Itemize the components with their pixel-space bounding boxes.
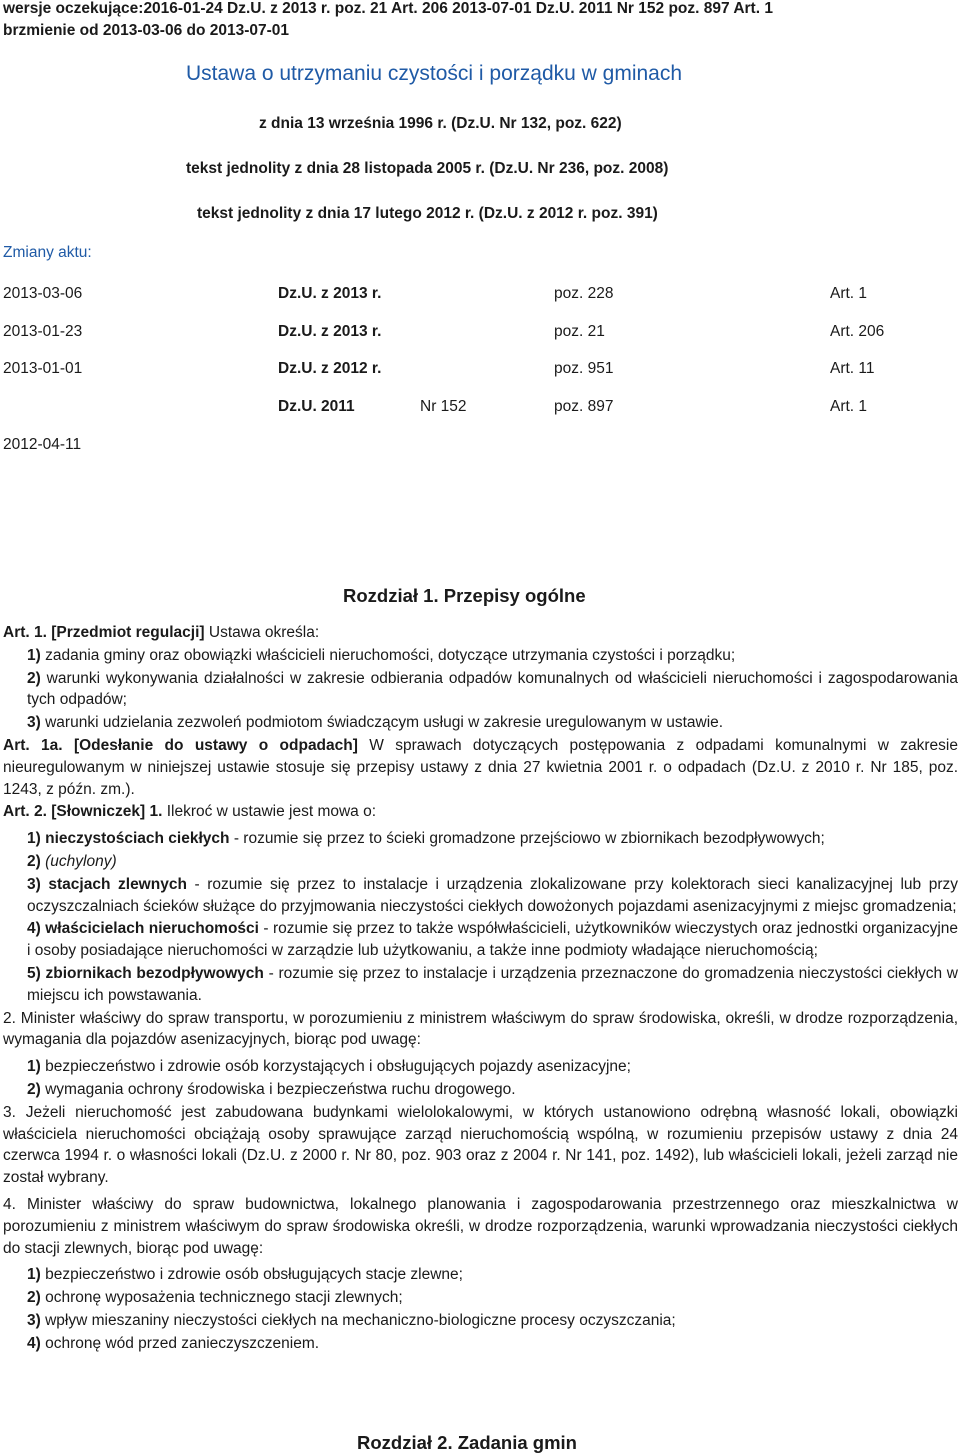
amendment-journal: Dz.U. z 2013 r. bbox=[278, 285, 382, 302]
amendment-row[interactable] bbox=[0, 398, 960, 420]
amendment-date: 2012-04-11 bbox=[3, 436, 82, 453]
amendment-article: Art. 1 bbox=[830, 398, 868, 415]
article-number: Art. 2. bbox=[3, 803, 47, 821]
article-heading: [Odesłanie do ustawy o odpadach] bbox=[73, 736, 358, 754]
amendment-position: poz. 21 bbox=[554, 323, 605, 340]
act-title: Ustawa o utrzymaniu czystości i porządku w gminach bbox=[186, 62, 683, 85]
amendment-article: Art. 11 bbox=[830, 360, 875, 377]
definition-item: 2) (uchylony) bbox=[27, 852, 117, 870]
consolidated-text-2005: tekst jednolity z dnia 28 listopada 2005 r. (Dz.U. Nr 236, poz. 2008) bbox=[186, 160, 669, 177]
article-number: Art. 1a. bbox=[3, 736, 63, 754]
pending-versions-line: wersje oczekujące:2016-01-24 Dz.U. z 2013 r. poz. 21 Art. 206 2013-07-01 Dz.U. 2011 Nr 152 poz. 897 Art. 1 bbox=[3, 0, 773, 17]
list-item: 2) warunki wykonywania działalności w zakresie odbierania odpadów komunalnych od właścicieli nieruchomości i zagospodarowania tych odpadów; bbox=[27, 669, 958, 709]
list-item: 4) ochronę wód przed zanieczyszczeniem. bbox=[27, 1334, 320, 1352]
list-item: 1) bezpieczeństwo i zdrowie osób obsługujących stacje zlewne; bbox=[27, 1266, 463, 1284]
amendment-row[interactable] bbox=[0, 360, 960, 382]
amendment-date: 2013-01-23 bbox=[3, 323, 83, 340]
article-text: W sprawach dotyczących postępowania z odpadami komunalnymi w zakresie nieuregulowanym w niniejszej ustawie stosuje się przepisy ustawy z dnia 27 kwietnia 2001 r. o odpadach (Dz.U. z 2010 r. Nr 185, poz. 1243, z późn. zm.). bbox=[3, 736, 958, 798]
amendment-date: 2013-01-01 bbox=[3, 360, 83, 377]
article-number: Art. 1. bbox=[3, 624, 47, 641]
article-heading: [Słowniczek] bbox=[51, 803, 146, 821]
list-item: 1) bezpieczeństwo i zdrowie osób korzystających i obsługujących pojazdy asenizacyjne; bbox=[27, 1058, 631, 1076]
article-1a bbox=[3, 735, 958, 800]
amendment-date: 2013-03-06 bbox=[3, 285, 83, 302]
article-heading: [Przedmiot regulacji] bbox=[51, 624, 205, 641]
amendment-position: poz. 951 bbox=[554, 360, 614, 377]
chapter-1-heading: Rozdział 1. Przepisy ogólne bbox=[343, 585, 586, 606]
amendment-journal: Dz.U. 2011 bbox=[278, 398, 355, 415]
amendment-position: poz. 228 bbox=[554, 285, 614, 302]
act-body bbox=[3, 622, 958, 1356]
list-item: 1) zadania gminy oraz obowiązki właścicieli nieruchomości, dotyczące utrzymania czystości i porządku; bbox=[27, 646, 736, 664]
definition-item: 5) zbiornikach bezodpływowych - rozumie się przez to instalacje i urządzenia przeznaczone do gromadzenia nieczystości ciekłych w miejscu ich powstawania. bbox=[27, 964, 958, 1004]
amendment-journal: Dz.U. z 2012 r. bbox=[278, 360, 382, 377]
chapter-2-heading: Rozdział 2. Zadania gmin bbox=[357, 1432, 577, 1453]
article-2 bbox=[3, 801, 958, 823]
amendments-label: Zmiany aktu: bbox=[3, 244, 92, 261]
definition-item: 1) nieczystościach ciekłych - rozumie się przez to ścieki gromadzone przejściowo w zbiornikach bezodpływowych; bbox=[27, 830, 825, 848]
amendment-nr: Nr 152 bbox=[420, 398, 467, 415]
amendment-article: Art. 1 bbox=[830, 285, 868, 302]
definition-item: 4) właścicielach nieruchomości - rozumie się przez to także współwłaścicieli, użytkowników wieczystych oraz jednostki organizacyjne i osoby posiadające nieruchomości w zarządzie lub użytkowaniu, a także inne podmioty władające nieruchomością; bbox=[27, 920, 959, 960]
amendment-row[interactable] bbox=[0, 285, 960, 307]
consolidated-text-2012: tekst jednolity z dnia 17 lutego 2012 r. (Dz.U. z 2012 r. poz. 391) bbox=[197, 205, 658, 222]
definition-item: 3) stacjach zlewnych - rozumie się przez to instalacje i urządzenia zlokalizowane przy kolektorach sieci kanalizacyjnej lub przy oczyszczalniach ścieków służące do przyjmowania nieczystości ciekłych dowożonych pojazdami asenizacyjnymi z miejsc gromadzenia; bbox=[27, 875, 959, 915]
paragraph-number: 1. bbox=[149, 803, 163, 821]
article-1 bbox=[3, 622, 958, 644]
paragraph-4: 4. Minister właściwy do spraw budownictwa, lokalnego planowania i zagospodarowania przestrzennego oraz mieszkalnictwa w porozumieniu z ministrem właściwym do spraw środowiska określi, w drodze rozporządzenia, warunki wprowadzania nieczystości ciekłych do stacji zlewnych, biorąc pod uwagę: bbox=[3, 1195, 958, 1257]
list-item: 2) ochronę wyposażenia technicznego stacji zlewnych; bbox=[27, 1289, 403, 1307]
amendment-position: poz. 897 bbox=[554, 398, 614, 415]
amendment-article: Art. 206 bbox=[830, 323, 885, 340]
amendment-journal: Dz.U. z 2013 r. bbox=[278, 323, 382, 340]
paragraph-3: 3. Jeżeli nieruchomość jest zabudowana budynkami wielolokalowymi, w których ustanowiono odrębną własność lokali, obowiązki właściciela nieruchomości obciążają osoby sprawujące zarząd nieruchomością wspólną, w rozumieniu przepisów ustawy z dnia 24 czerwca 1994 r. o własności lokali (Dz.U. z 2000 r. Nr 80, poz. 903 oraz z 2004 r. Nr 141, poz. 1492), lub właścicieli lokali, jeżeli zarząd nie został wybrany. bbox=[3, 1103, 958, 1187]
act-date-line: z dnia 13 września 1996 r. (Dz.U. Nr 132, poz. 622) bbox=[259, 115, 622, 132]
paragraph-2: 2. Minister właściwy do spraw transportu, w porozumieniu z ministrem właściwym do spraw środowiska, określi, w drodze rozporządzenia, wymagania dla pojazdów asenizacyjnych, biorąc pod uwagę: bbox=[3, 1009, 958, 1049]
list-item: 3) warunki udzielania zezwoleń podmiotom świadczącym usługi w zakresie uregulowanym w ustawie. bbox=[27, 714, 724, 732]
article-intro: Ilekroć w ustawie jest mowa o: bbox=[166, 803, 377, 821]
list-item: 3) wpływ mieszaniny nieczystości ciekłych na mechaniczno-biologiczne procesy oczyszczania; bbox=[27, 1311, 676, 1329]
version-range-line: brzmienie od 2013-03-06 do 2013-07-01 bbox=[3, 22, 290, 39]
amendment-row[interactable] bbox=[0, 323, 960, 345]
list-item: 2) wymagania ochrony środowiska i bezpieczeństwa ruchu drogowego. bbox=[27, 1080, 516, 1098]
article-intro: Ustawa określa: bbox=[208, 624, 320, 641]
